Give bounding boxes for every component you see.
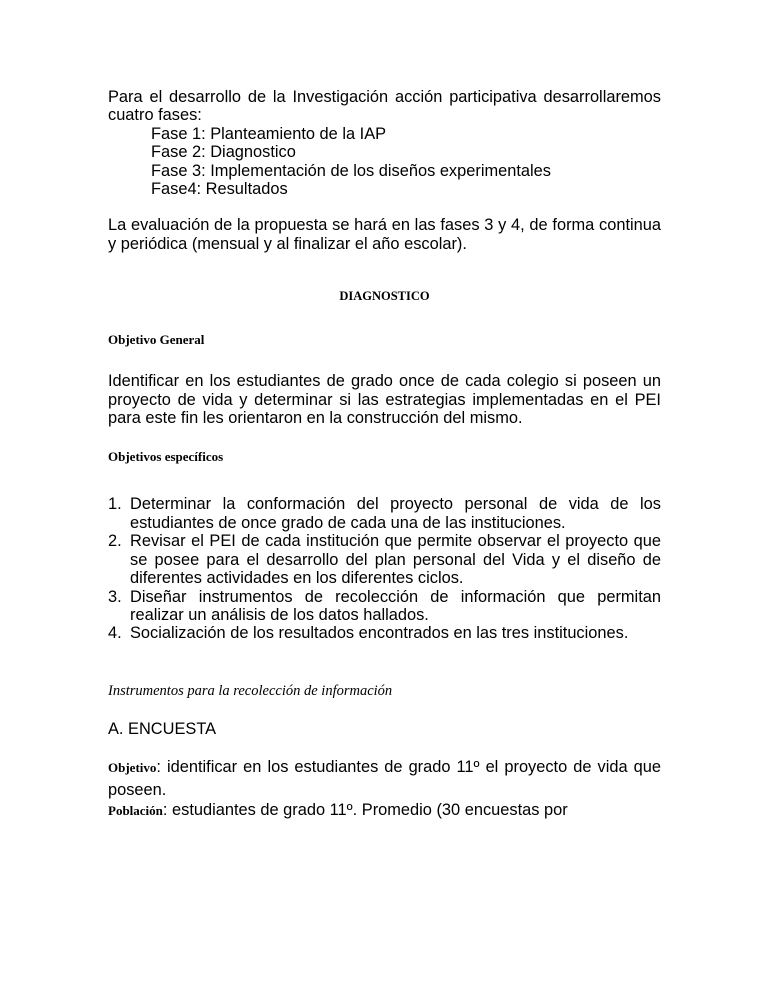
evaluation-paragraph: La evaluación de la propuesta se hará en las fases 3 y 4, de forma continua y periódica (mensual y al finalizar el año escolar). <box>108 216 661 253</box>
list-number: 2. <box>108 532 122 551</box>
general-objective-heading: Objetivo General <box>108 332 205 348</box>
survey-title: A. ENCUESTA <box>108 719 217 738</box>
survey-objective <box>108 756 661 801</box>
list-number: 3. <box>108 587 122 606</box>
phase-2: Fase 2: Diagnostico <box>151 143 296 162</box>
general-objective-text: Identificar en los estudiantes de grado once de cada colegio si poseen un proyecto de vida y determinar si las estrategias implementadas en el PEI para este fin les orientaron en la construcción del mismo. <box>108 372 661 428</box>
phase-1: Fase 1: Planteamiento de la IAP <box>151 124 387 143</box>
survey-population <box>108 801 661 820</box>
list-item <box>108 495 661 532</box>
specific-objectives-heading: Objetivos específicos <box>108 449 224 465</box>
list-item <box>108 588 661 625</box>
list-text: Revisar el PEI de cada institución que permite observar el proyecto que se posee para el desarrollo del plan personal del Vida y el diseño de diferentes actividades en los diferentes ciclos. <box>130 532 661 588</box>
objective-label: Objetivo <box>108 760 157 776</box>
diagnostico-title: DIAGNOSTICO <box>339 289 430 304</box>
phase-4: Fase4: Resultados <box>151 180 288 199</box>
list-text: Socialización de los resultados encontrados en las tres instituciones. <box>130 624 629 643</box>
population-label: Población <box>108 803 163 819</box>
population-text: : estudiantes de grado 11º. Promedio (30 encuestas por <box>162 801 568 820</box>
phase-3: Fase 3: Implementación de los diseños experimentales <box>151 161 551 180</box>
list-text: Diseñar instrumentos de recolección de información que permitan realizar un análisis de los datos hallados. <box>130 587 661 624</box>
specific-objectives-list <box>108 495 661 642</box>
list-item <box>108 624 661 642</box>
document-page <box>108 88 661 821</box>
instruments-heading: Instrumentos para la recolección de información <box>108 682 393 699</box>
list-text: Determinar la conformación del proyecto personal de vida de los estudiantes de once grado de cada una de las instituciones. <box>130 495 661 532</box>
list-number: 1. <box>108 495 122 514</box>
list-item <box>108 532 661 587</box>
objective-text: : identificar en los estudiantes de grado 11º el proyecto de vida que poseen. <box>108 758 661 800</box>
list-number: 4. <box>108 624 122 643</box>
intro-paragraph: Para el desarrollo de la Investigación acción participativa desarrollaremos cuatro fases: <box>108 88 661 125</box>
